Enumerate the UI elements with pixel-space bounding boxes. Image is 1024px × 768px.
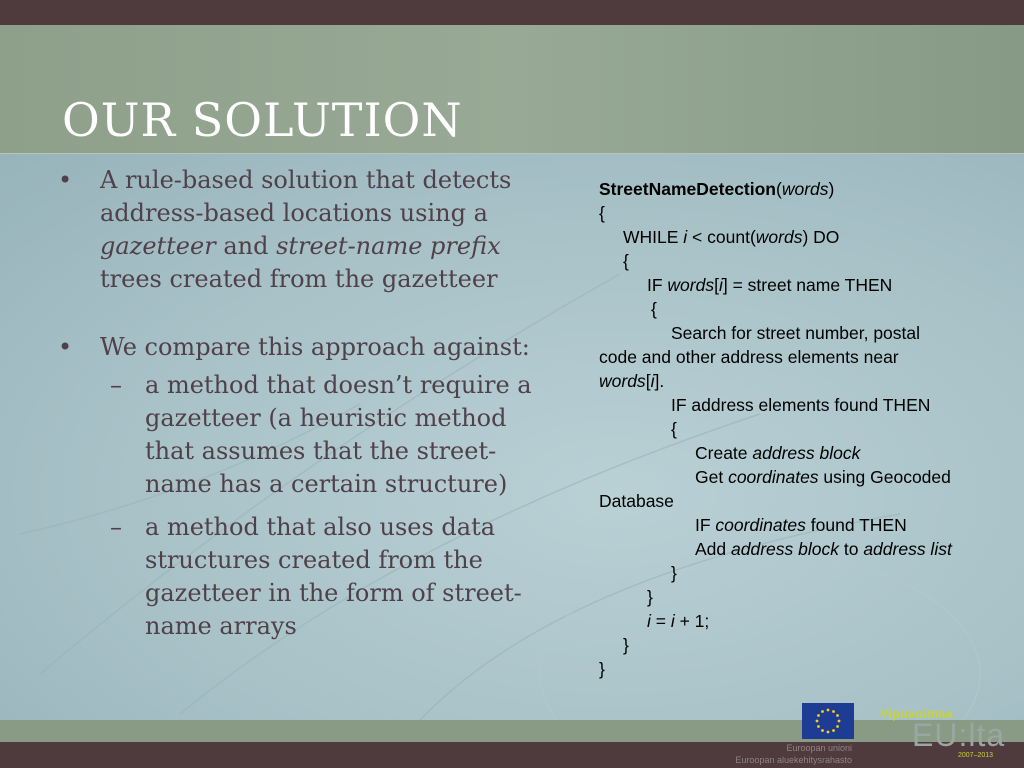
code-text: {: [623, 251, 629, 271]
code-text: ) DO: [802, 227, 840, 247]
eu-star: [836, 725, 839, 728]
code-variable: coordinates: [715, 515, 806, 535]
code-line: [599, 465, 999, 489]
code-line: [599, 537, 999, 561]
code-line: [599, 321, 999, 345]
program-logo-eu: EU:lta: [912, 717, 1006, 753]
code-variable: address list: [863, 539, 952, 559]
code-variable: i: [718, 275, 723, 295]
bullet-text-italic-prefix-trees: street-name prefix: [276, 232, 501, 260]
code-text: [: [645, 371, 651, 391]
eu-fund-caption: [712, 742, 852, 766]
footer-band: [0, 720, 1024, 742]
eu-star: [836, 714, 839, 717]
code-text: }: [647, 587, 653, 607]
eu-star: [816, 720, 819, 723]
eu-star: [817, 725, 820, 728]
code-line: [599, 561, 999, 585]
code-line: [599, 585, 999, 609]
code-text: ): [828, 179, 835, 199]
code-variable: words: [781, 179, 829, 199]
program-logo-years: 2007–2013: [958, 752, 994, 759]
code-text: }: [599, 659, 605, 679]
eu-star: [838, 720, 841, 723]
code-text: ] = street name THEN: [722, 275, 893, 295]
code-text: found THEN: [805, 515, 907, 535]
eu-caption-line1: Euroopan unioni: [786, 743, 852, 753]
bottom-strip: [0, 742, 1024, 768]
code-line: [599, 633, 999, 657]
code-variable: address block: [731, 539, 839, 559]
code-variable: words: [755, 227, 803, 247]
code-line: [599, 393, 999, 417]
code-text: =: [650, 611, 671, 631]
eu-star: [832, 710, 835, 713]
code-variable: i: [650, 371, 655, 391]
code-line: [599, 369, 999, 393]
code-text: using Geocoded: [818, 467, 951, 487]
code-line: [599, 609, 999, 633]
code-text: [: [714, 275, 719, 295]
code-variable: words: [599, 371, 646, 391]
code-text: (: [776, 179, 782, 199]
code-text: Database: [599, 491, 674, 511]
program-logo-title: Vipuvoimaa: [880, 706, 953, 721]
code-text: Search for street number, postal: [671, 323, 921, 343]
eu-star: [821, 710, 824, 713]
eu-flag-logo: [802, 703, 854, 739]
code-variable: i: [670, 611, 675, 631]
sub-bullet-dash: –: [110, 513, 122, 541]
eu-star: [821, 729, 824, 732]
code-line: [599, 417, 999, 441]
code-line: [599, 201, 999, 225]
code-text: ].: [654, 371, 665, 391]
code-text: Get: [695, 467, 729, 487]
top-strip: [0, 0, 1024, 25]
code-line: [599, 177, 999, 201]
code-text: IF address elements found THEN: [671, 395, 931, 415]
bullet-text-segment: and: [215, 232, 277, 260]
bullet-dot: •: [58, 166, 73, 194]
code-text: WHILE: [623, 227, 684, 247]
code-text: Add: [695, 539, 731, 559]
bullet-item-rule-based: [58, 164, 548, 296]
code-line: [599, 345, 999, 369]
eu-star: [817, 714, 820, 717]
code-variable: coordinates: [728, 467, 819, 487]
sub-bullet-dash: –: [110, 371, 122, 399]
sub-bullet-heuristic-method: [58, 369, 548, 501]
code-text: < count(: [687, 227, 756, 247]
code-text: {: [599, 203, 605, 223]
eu-caption-line2: Euroopan aluekehitysrahasto: [735, 755, 852, 765]
slide-title: OUR SOLUTION: [62, 93, 463, 147]
bullet-text-italic-gazetteer: gazetteer: [100, 232, 216, 260]
eu-stars-icon: [802, 703, 854, 739]
code-variable: i: [683, 227, 688, 247]
code-line: [599, 657, 999, 681]
sub-bullet-text: a method that doesn’t require a gazetteer (a heuristic method that assumes that the street-name has a certain structure): [145, 371, 532, 498]
bullet-text-segment: trees created from the gazetteer: [100, 265, 498, 293]
code-text: Create: [695, 443, 753, 463]
code-text: }: [671, 563, 677, 583]
pseudocode-block: [599, 177, 999, 681]
eu-star: [827, 731, 830, 734]
code-text: to: [838, 539, 864, 559]
code-line: [599, 489, 999, 513]
code-line: [599, 297, 999, 321]
code-text: code and other address elements near: [599, 347, 899, 367]
code-line: [599, 441, 999, 465]
code-function-name: StreetNameDetection: [599, 179, 776, 199]
eu-star: [827, 709, 830, 712]
code-line: [599, 249, 999, 273]
code-text: IF: [647, 275, 668, 295]
code-line: [599, 225, 999, 249]
bullet-dot: •: [58, 333, 73, 361]
eu-star: [832, 729, 835, 732]
code-line: [599, 513, 999, 537]
sub-bullet-array-method: [58, 511, 548, 643]
code-text: }: [623, 635, 629, 655]
bullet-item-comparison: [58, 331, 548, 364]
code-variable: words: [667, 275, 715, 295]
code-variable: address block: [752, 443, 861, 463]
code-text: + 1;: [674, 611, 710, 631]
bullet-text: We compare this approach against:: [100, 333, 530, 361]
bullet-text-segment: A rule-based solution that detects address-based locations using a: [100, 166, 512, 227]
code-variable: i: [647, 611, 651, 631]
code-line: [599, 273, 999, 297]
sub-bullet-text: a method that also uses data structures created from the gazetteer in the form of street-name arrays: [145, 513, 522, 640]
code-text: IF: [695, 515, 716, 535]
code-text: {: [651, 299, 657, 319]
code-text: {: [671, 419, 677, 439]
bullet-list: [58, 164, 548, 643]
